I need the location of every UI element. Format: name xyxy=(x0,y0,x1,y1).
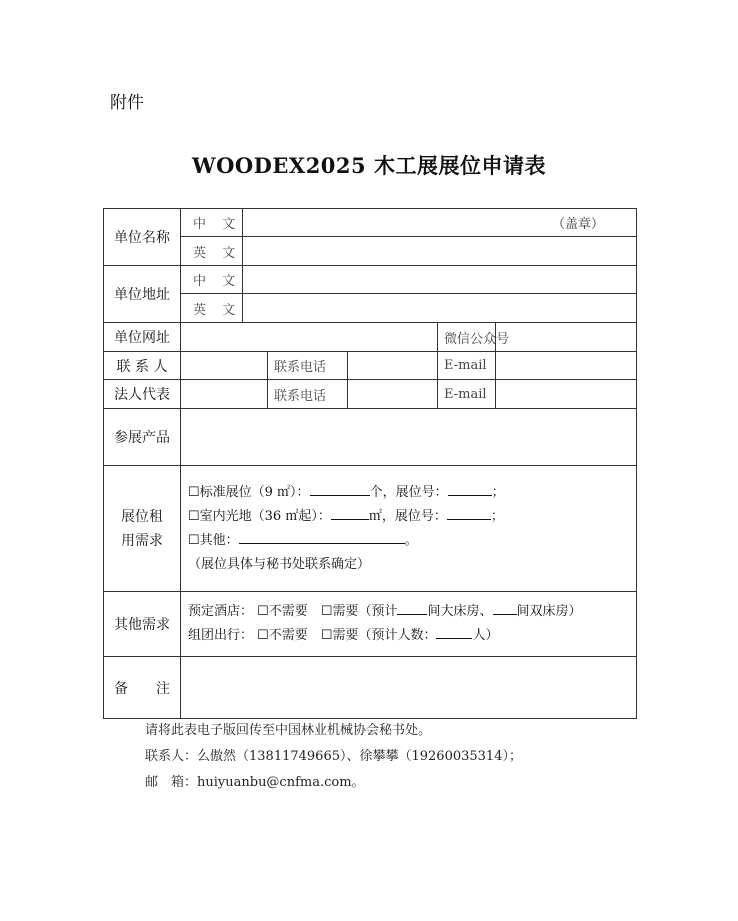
products-field[interactable] xyxy=(181,409,637,466)
legal-rep-label: 法人代表 xyxy=(104,380,181,409)
annex-label: 附件 xyxy=(110,93,144,113)
other-booth-option[interactable]: ☐其他： 。 xyxy=(188,529,629,553)
org-name-zh-label: 中 文 xyxy=(181,209,243,237)
org-address-zh-field[interactable] xyxy=(243,266,637,294)
contact-email-field[interactable] xyxy=(496,352,637,380)
org-name-label: 单位名称 xyxy=(104,209,181,266)
contact-phone-label: 联系电话 xyxy=(268,352,348,380)
legal-rep-name-field[interactable] xyxy=(181,380,268,409)
contact-label: 联 系 人 xyxy=(104,352,181,380)
hotel-row: 预定酒店： ☐不需要 ☐需要（预计 间大床房、 间双床房） xyxy=(188,600,629,624)
org-name-zh-field[interactable] xyxy=(243,209,637,237)
group-no-checkbox[interactable]: ☐不需要 xyxy=(257,628,308,643)
raw-space-option[interactable]: ☐室内光地（36 ㎡起）： ㎡，展位号： ； xyxy=(188,505,629,529)
booth-note: （展位具体与秘书处联系确定） xyxy=(188,556,371,572)
contact-email-label: E-mail xyxy=(438,352,496,380)
org-address-en-field[interactable] xyxy=(243,294,637,323)
booth-options xyxy=(181,466,637,592)
org-name-en-field[interactable] xyxy=(243,237,637,266)
website-label: 单位网址 xyxy=(104,323,181,352)
seal-note: （盖章） xyxy=(552,217,605,232)
other-needs-options xyxy=(181,592,637,657)
page-title: WOODEX2025 木工展展位申请表 xyxy=(192,153,546,178)
website-field[interactable] xyxy=(181,323,438,352)
footer-instruction: 请将此表电子版回传至中国林业机械协会秘书处。 xyxy=(145,723,432,738)
hotel-no-checkbox[interactable]: ☐不需要 xyxy=(257,604,308,619)
wechat-label: 微信公众号 xyxy=(438,323,496,352)
contact-phone-field[interactable] xyxy=(348,352,438,380)
legal-rep-email-label: E-mail xyxy=(438,380,496,409)
hotel-need-checkbox[interactable]: ☐需要（预计 间大床房、 间双床房） xyxy=(321,604,582,619)
org-address-label: 单位地址 xyxy=(104,266,181,323)
remarks-label: 备 注 xyxy=(104,657,181,719)
contact-name-field[interactable] xyxy=(181,352,268,380)
group-need-checkbox[interactable]: ☐需要（预计人数： 人） xyxy=(321,628,499,643)
application-form-table xyxy=(103,208,637,719)
legal-rep-email-field[interactable] xyxy=(496,380,637,409)
wechat-field[interactable] xyxy=(496,323,637,352)
standard-booth-option[interactable]: ☐标准展位（9 ㎡）： 个，展位号： ； xyxy=(188,481,629,505)
products-label: 参展产品 xyxy=(104,409,181,466)
legal-rep-phone-label: 联系电话 xyxy=(268,380,348,409)
footer-notes xyxy=(145,718,522,796)
booth-label: 展位租用需求 xyxy=(104,466,181,592)
remarks-field[interactable] xyxy=(181,657,637,719)
other-needs-label: 其他需求 xyxy=(104,592,181,657)
group-travel-row: 组团出行： ☐不需要 ☐需要（预计人数： 人） xyxy=(188,624,629,648)
org-name-en-label: 英 文 xyxy=(181,237,243,266)
org-address-zh-label: 中 文 xyxy=(181,266,243,294)
footer-email: 邮 箱：huiyuanbu@cnfma.com。 xyxy=(145,775,365,790)
footer-contacts: 联系人：么傲然（13811749665）、徐攀攀（19260035314）； xyxy=(145,749,522,764)
org-address-en-label: 英 文 xyxy=(181,294,243,323)
legal-rep-phone-field[interactable] xyxy=(348,380,438,409)
